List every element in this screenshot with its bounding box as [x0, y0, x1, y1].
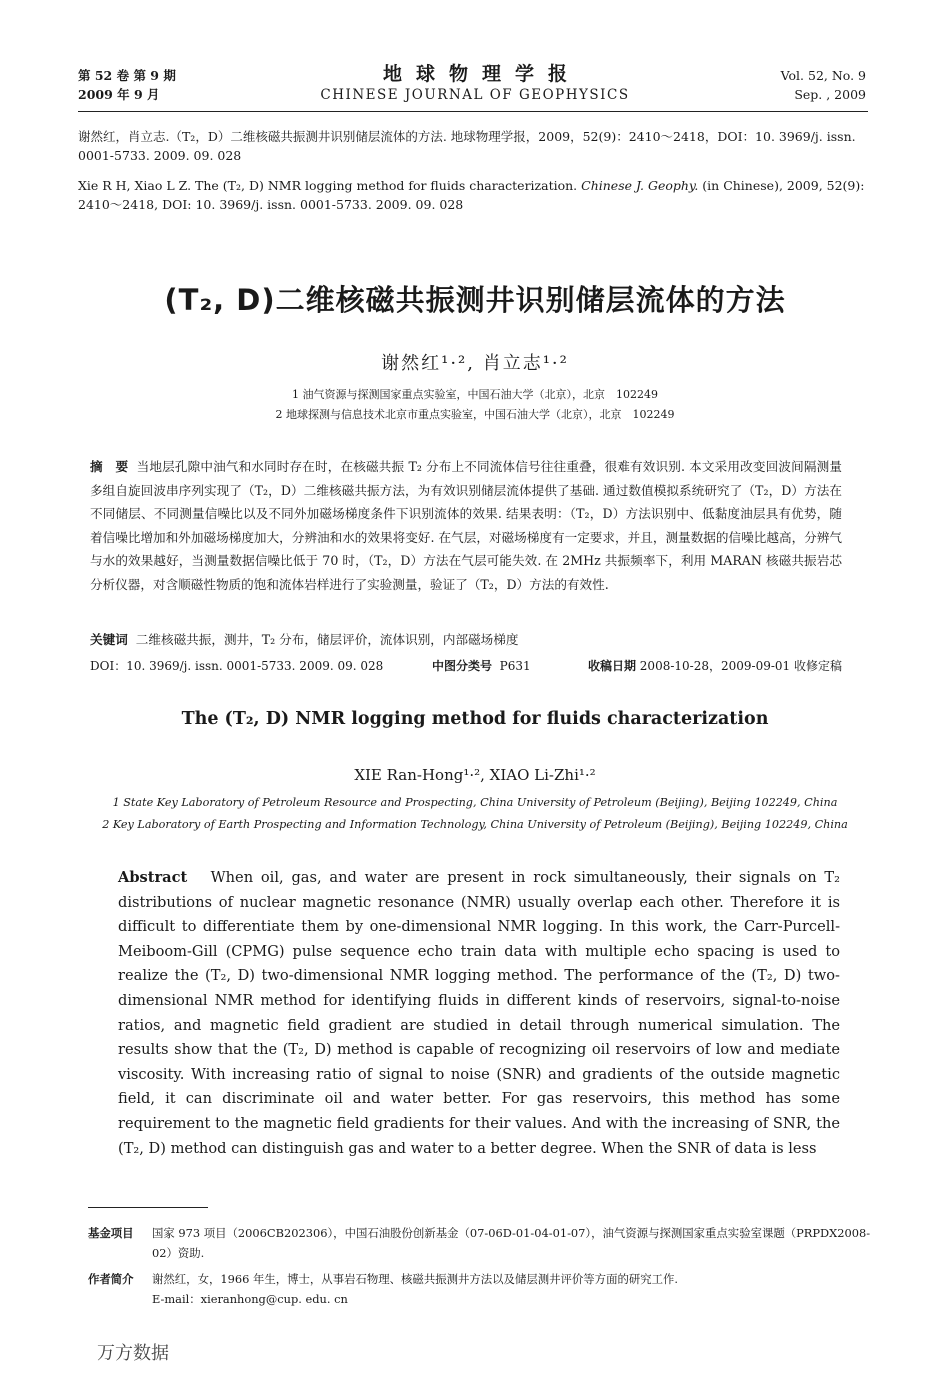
citation-en [78, 176, 870, 214]
date-en: Sep. , 2009 [794, 87, 866, 102]
footnote-author [88, 1269, 874, 1309]
abstract-cn-text: 当地层孔隙中油气和水同时存在时，在核磁共振 T₂ 分布上不同流体信号往往重叠，很难有效识别. 本文采用改变回波间隔测量多组自旋回波串序列实现了（T₂，D）二维核磁共振方法，为有效识别储层流体提供了基础. 通过数值模拟系统研究了（T₂，D）方法在不同储层、不同测量信噪比以及不同外加磁场梯度条件下识别流体的效果. 结果表明：（T₂，D）方法识别中、低黏度油层具有优势，随着信噪比增加和外加磁场梯度加大，分辨油和水的效果将变好. 在气层，对磁场梯度有一定要求，并且，测量数据的信噪比越高，分辨气与水的效果越好，当测量数据信噪比低于 70 时，（T₂，D）方法在气层可能失效. 在 2MHz 共振频率下，利用 MARAN 核磁共振岩芯分析仪器，对含顺磁性物质的饱和流体岩样进行了实验测量，验证了（T₂，D）方法的有效性. [90, 459, 843, 592]
doi-text: DOI：10. 3969/j. issn. 0001-5733. 2009. 09. 028 [90, 659, 384, 673]
clc-value: P631 [499, 659, 531, 673]
citation-cn [78, 127, 870, 165]
citation-en-issue: (in Chinese), 2009, 52(9): [702, 178, 865, 193]
footnote-rule [88, 1207, 208, 1208]
journal-name-en: CHINESE JOURNAL OF GEOPHYSICS [320, 87, 630, 103]
keywords-cn-label: 关键词 [90, 632, 128, 647]
citation-en-line2: 2410～2418, DOI: 10. 3969/j. issn. 0001-5733. 2009. 09. 028 [78, 197, 464, 212]
affiliation-en-2: 2 Key Laboratory of Earth Prospecting and Information Technology, China University of Petroleum (Beijing), Beijing 102249, China [102, 818, 848, 831]
clc-label: 中图分类号 [432, 659, 493, 673]
title-cn: (T₂, D)二维核磁共振测井识别储层流体的方法 [164, 283, 786, 317]
footnote-author-text: 谢然红，女，1966 年生，博士，从事岩石物理、核磁共振测井方法以及储层测井评价等方面的研究工作. [152, 1272, 679, 1286]
keywords-cn [90, 630, 842, 650]
title-en: The (T₂, D) NMR logging method for fluids characterization [181, 709, 769, 729]
abstract-cn-label: 摘 要 [90, 459, 129, 474]
received-value: 2008-10-28，2009-09-01 收修定稿 [639, 659, 842, 673]
citation-en-journal: Chinese J. Geophy. [581, 178, 699, 193]
abstract-en [118, 866, 840, 1161]
affiliation-en-1: 1 State Key Laboratory of Petroleum Resource and Prospecting, China University of Petroleum (Beijing), Beijing 102249, China [112, 796, 838, 809]
journal-name-cn: 地球物理学报 [382, 63, 581, 85]
abstract-cn [90, 455, 842, 597]
date-cn: 2009 年 9 月 [78, 87, 160, 102]
affiliation-cn-2: 2 地球探测与信息技术北京市重点实验室，中国石油大学（北京），北京 102249 [275, 408, 675, 421]
citation-en-text: Xie R H, Xiao L Z. The (T₂, D) NMR logging method for fluids characterization. [78, 178, 578, 193]
received-label: 收稿日期 [587, 659, 636, 673]
footnote-author-email: E-mail：xieranhong@cup. edu. cn [152, 1292, 348, 1306]
authors-cn: 谢然红¹·², 肖立志¹·² [381, 353, 569, 374]
affiliation-cn-1: 1 油气资源与探测国家重点实验室，中国石油大学（北京），北京 102249 [292, 388, 658, 401]
citation-cn-line1: 谢然红，肖立志.（T₂，D）二维核磁共振测井识别储层流体的方法. 地球物理学报，2009，52(9)：2410～2418，DOI：10. 3969/j. issn. [78, 129, 856, 144]
citation-en-line1 [78, 176, 870, 195]
received-date [588, 656, 842, 676]
header-rule [78, 111, 868, 112]
doi-line [90, 656, 842, 676]
footnote-funding-label: 基金项目 [88, 1226, 134, 1240]
footnote-funding-text: 国家 973 项目（2006CB202306），中国石油股份创新基金（07-06D-01-04-01-07），油气资源与探测国家重点实验室课题（PRPDX2008-02）资助. [152, 1226, 871, 1260]
footnote-author-label: 作者简介 [88, 1272, 134, 1286]
header-volume-en [781, 66, 866, 104]
watermark: 万方数据 [97, 1343, 169, 1364]
footnote-funding [88, 1223, 874, 1263]
abstract-en-text: When oil, gas, and water are present in rock simultaneously, their signals on T₂ distributions of nuclear magnetic resonance (NMR) usually overlap each other. Therefore it is difficult to differentiate them by one-dimensional NMR logging. In this work, the Carr-Purcell-Meiboom-Gill (CPMG) pulse sequence echo train data with multiple echo spacing is used to realize the (T₂, D) two-dimensional NMR logging method. The performance of the (T₂, D) two-dimensional NMR method for identifying fluids in different kinds of reservoirs, signal-to-noise ratios, and magnetic field gradient are studied in detail through numerical simulation. The results show that the (T₂, D) method is capable of recognizing oil reservoirs of low and mediate viscosity. With increasing ratio of signal to noise (SNR) and gradients of the outside magnetic field, it can discriminate oil and water better. For gas reservoirs, this method has some requirement to the magnetic field gradients for their values. And with the increasing of SNR, the (T₂, D) method can distinguish gas and water to a better degree. When the SNR of data is less [118, 869, 840, 1157]
keywords-cn-text: 二维核磁共振，测井，T₂ 分布，储层评价，流体识别，内部磁场梯度 [135, 632, 519, 647]
authors-en: XIE Ran-Hong¹·², XIAO Li-Zhi¹·² [354, 766, 596, 784]
volume-issue-cn: 第 52 卷 第 9 期 [78, 68, 176, 83]
abstract-en-label: Abstract [118, 869, 188, 886]
citation-cn-line2: 0001-5733. 2009. 09. 028 [78, 148, 242, 163]
volume-issue-en: Vol. 52, No. 9 [780, 68, 866, 83]
clc-number [432, 656, 531, 676]
